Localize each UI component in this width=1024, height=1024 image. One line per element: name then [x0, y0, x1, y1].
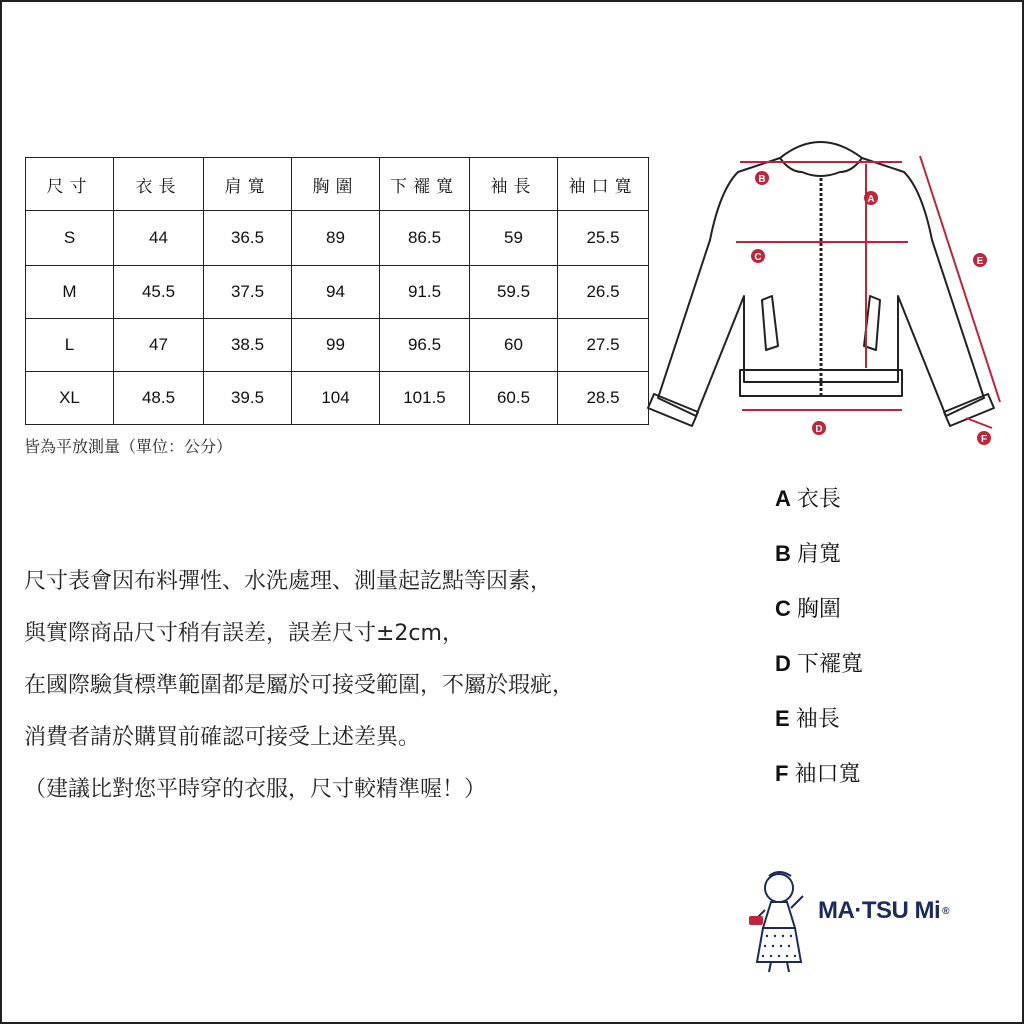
header-sleeve: 袖長: [470, 158, 558, 211]
sleeve-line: [920, 156, 1000, 402]
table-cell: 39.5: [204, 372, 292, 425]
marker-c: [751, 249, 765, 263]
disclaimer-text: [24, 556, 714, 816]
marker-e: [973, 253, 987, 267]
legend-item: C 胸圍: [775, 596, 841, 622]
header-cuff: 袖口寬: [558, 158, 649, 211]
collar-outline: [780, 142, 862, 158]
table-header-row: [26, 158, 649, 211]
table-cell: 99: [292, 319, 380, 372]
header-hem: 下襬寬: [380, 158, 470, 211]
table-cell: 36.5: [204, 211, 292, 266]
table-cell: 45.5: [114, 266, 204, 319]
measurement-note: 皆為平放測量（單位：公分）: [24, 437, 233, 456]
table-cell: 89: [292, 211, 380, 266]
marker-f: [977, 431, 991, 445]
table-cell: 94: [292, 266, 380, 319]
svg-text:E: E: [976, 256, 984, 267]
table-cell: 27.5: [558, 319, 649, 372]
brand-logo: MA·TSU Mi ®: [818, 897, 950, 924]
table-cell: 47: [114, 319, 204, 372]
table-cell: L: [26, 319, 114, 372]
svg-text:D: D: [815, 424, 823, 435]
logo-girl-icon: [745, 866, 815, 976]
legend-item: D 下襬寬: [775, 651, 863, 677]
header-shoulder: 肩寬: [204, 158, 292, 211]
disclaimer-line: 尺寸表會因布料彈性、水洗處理、測量起訖點等因素，: [24, 569, 553, 594]
table-row: [26, 372, 649, 425]
header-size: 尺寸: [26, 158, 114, 211]
size-table: [25, 157, 649, 425]
svg-text:B: B: [758, 174, 766, 185]
legend-item: F 袖口寬: [775, 761, 861, 787]
table-cell: 59.5: [470, 266, 558, 319]
disclaimer-line: 在國際驗貨標準範圍都是屬於可接受範圍，不屬於瑕疵，: [24, 673, 575, 698]
table-cell: 44: [114, 211, 204, 266]
table-cell: 104: [292, 372, 380, 425]
table-row: [26, 319, 649, 372]
collar-inner: [780, 158, 862, 176]
disclaimer-line: 消費者請於購買前確認可接受上述差異。: [24, 725, 421, 750]
disclaimer-line: （建議比對您平時穿的衣服，尺寸較精準喔！）: [24, 777, 487, 802]
disclaimer-line: 與實際商品尺寸稍有誤差，誤差尺寸±2cm，: [24, 621, 464, 646]
right-cuff: [944, 394, 994, 426]
table-cell: 25.5: [558, 211, 649, 266]
table-cell: 48.5: [114, 372, 204, 425]
table-row: [26, 266, 649, 319]
table-cell: 91.5: [380, 266, 470, 319]
table-cell: 60: [470, 319, 558, 372]
jacket-diagram: [640, 120, 1010, 450]
table-cell: 101.5: [380, 372, 470, 425]
legend-item: B 肩寬: [775, 541, 841, 567]
left-cuff: [648, 394, 698, 426]
table-cell: 96.5: [380, 319, 470, 372]
table-cell: S: [26, 211, 114, 266]
legend: [775, 482, 863, 812]
table-cell: 37.5: [204, 266, 292, 319]
table-cell: M: [26, 266, 114, 319]
cuff-line: [966, 418, 992, 428]
header-length: 衣長: [114, 158, 204, 211]
jacket-outline: [658, 158, 984, 416]
svg-text:A: A: [867, 194, 875, 205]
table-cell: 86.5: [380, 211, 470, 266]
legend-item: E 袖長: [775, 706, 840, 732]
svg-text:C: C: [754, 252, 762, 263]
marker-a: [864, 191, 878, 205]
table-cell: 60.5: [470, 372, 558, 425]
table-cell: 38.5: [204, 319, 292, 372]
table-cell: 26.5: [558, 266, 649, 319]
left-pocket: [762, 296, 778, 350]
header-chest: 胸圍: [292, 158, 380, 211]
table-cell: 28.5: [558, 372, 649, 425]
table-cell: 59: [470, 211, 558, 266]
marker-b: [755, 171, 769, 185]
svg-text:F: F: [980, 434, 988, 445]
table-row: [26, 211, 649, 266]
legend-item: A 衣長: [775, 486, 841, 512]
marker-d: [812, 421, 826, 435]
table-cell: XL: [26, 372, 114, 425]
